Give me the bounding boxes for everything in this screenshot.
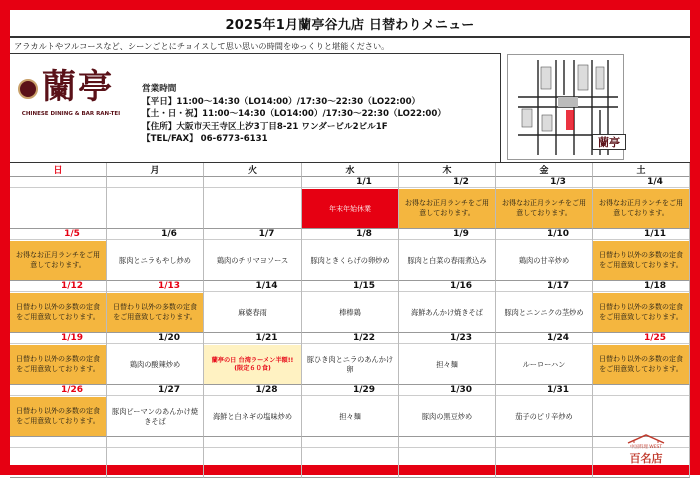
day-date: 1/17 [496,281,592,292]
day-date [204,177,301,188]
weekday-label: 月 [107,163,204,177]
day-cell [496,177,593,229]
store-info [142,83,498,146]
daily-menu-item: 豚肉とニンニクの茎炒め [504,307,584,317]
calendar-week [10,437,690,478]
day-cell [302,333,399,385]
day-cell [107,333,204,385]
day-date: 1/8 [302,229,398,240]
day-cell [302,177,399,229]
day-date [399,437,495,448]
day-date [204,437,301,448]
day-cell [593,385,690,437]
day-date: 1/28 [204,385,301,396]
day-date: 1/11 [593,229,689,240]
day-date: 1/4 [593,177,689,188]
daily-menu-item [496,449,592,477]
day-date: 1/18 [593,281,689,292]
day-date: 1/20 [107,333,203,344]
day-date: 1/12 [10,281,106,292]
day-cell [10,437,107,478]
hours-weekend: 【土・日・祝】11:00～14:30（LO14:00）/17:30～22:30（LO22:00） [142,109,446,119]
day-date [107,177,203,188]
day-date: 1/3 [496,177,592,188]
day-date: 1/15 [302,281,398,292]
day-cell [204,229,302,281]
hours-heading: 営業時間 [142,84,177,94]
day-date: 1/31 [496,385,592,396]
menu-calendar [10,162,690,475]
weekday-label: 土 [593,163,690,177]
day-cell [10,229,107,281]
intro-text: アラカルトやフルコースなど、シーンごとにチョイスして思い思いの時間をゆっくりと堪能ください。 [14,41,390,51]
daily-menu-item: お得なお正月ランチをご用意しております。 [593,189,689,228]
day-cell [107,281,204,333]
daily-menu-item: 海鮮あんかけ焼きそば [411,307,483,317]
daily-menu-item: 日替わり以外の多数の定食をご用意致しております。 [593,345,689,384]
daily-menu-item: 鶏肉の甘辛炒め [518,255,570,265]
day-date [107,437,203,448]
daily-menu-item: 日替わり以外の多数の定食をご用意致しております。 [10,293,106,332]
daily-menu-item: 担々麺 [436,359,458,369]
day-cell [107,385,204,437]
day-date: 1/26 [10,385,106,396]
day-cell [204,385,302,437]
day-date: 1/16 [399,281,495,292]
daily-menu-item: 日替わり以外の多数の定食をご用意致しております。 [10,397,106,436]
badge-name: 百名店 [629,452,663,465]
daily-menu-item [204,449,301,477]
day-cell [302,281,399,333]
calendar-week [10,229,690,281]
daily-menu-item [399,449,495,477]
logo-emblem-icon [18,79,38,99]
day-cell [593,177,690,229]
hours-weekday: 【平日】11:00～14:30（LO14:00）/17:30～22:30（LO22:00） [142,96,421,107]
day-cell [496,281,593,333]
weekday-label: 水 [302,163,399,177]
logo-name: 蘭亭 [42,67,114,107]
day-cell [107,437,204,478]
weekday-label: 金 [496,163,593,177]
day-cell [204,281,302,333]
day-cell [204,177,302,229]
day-date [302,437,398,448]
day-cell [496,229,593,281]
day-date: 1/10 [496,229,592,240]
day-cell [10,177,107,229]
day-cell [10,333,107,385]
daily-menu-item: 鶏肉のチリマヨソース [216,255,289,265]
daily-menu-item: ルーローハン [522,359,566,369]
daily-menu-item: 鶏肉の酸辣炒め [129,359,181,369]
day-cell [399,229,496,281]
day-date: 1/27 [107,385,203,396]
daily-menu-item [204,189,301,228]
restaurant-logo [16,67,122,127]
day-cell [593,229,690,281]
weekday-label: 日 [10,163,107,177]
daily-menu-item: お得なお正月ランチをご用意しております。 [399,189,495,228]
daily-menu-item [10,449,106,477]
day-date: 1/1 [302,177,398,188]
daily-menu-item: 日替わり以外の多数の定食をご用意致しております。 [593,241,689,280]
day-date [10,437,106,448]
daily-menu-item: 日替わり以外の多数の定食をご用意致しております。 [593,293,689,332]
day-cell [496,333,593,385]
weekday-label: 木 [399,163,496,177]
daily-menu-item: 麻婆春雨 [238,307,267,317]
daily-menu-item: 棒棒鶏 [339,307,361,317]
daily-menu-item [302,449,398,477]
calendar-week [10,281,690,333]
day-date [496,437,592,448]
day-cell [399,333,496,385]
daily-menu-item: 蘭亭の日 台湾ラーメン半額!! (限定６０食) [204,345,301,384]
day-date: 1/2 [399,177,495,188]
day-cell [593,333,690,385]
weekday-label: 火 [204,163,302,177]
day-date: 1/19 [10,333,106,344]
day-date: 1/23 [399,333,495,344]
day-date: 1/29 [302,385,398,396]
daily-menu-item: 日替わり以外の多数の定食をご用意致しております。 [10,345,106,384]
daily-menu-item: 豚肉と白菜の春雨煮込み [407,255,487,265]
tel: 【TEL/FAX】 06-6773-6131 [142,134,268,144]
day-date: 1/5 [10,229,106,240]
day-date: 1/25 [593,333,689,344]
day-cell [496,437,593,478]
daily-menu-item [10,189,106,228]
badge-caption: 中国料理 WEST [629,445,663,450]
daily-menu-item [107,189,203,228]
daily-menu-item: 年末年始休業 [302,189,398,228]
calendar-weeks [10,177,690,478]
daily-menu-item: 茄子のピリ辛炒め [515,411,573,421]
day-cell [107,177,204,229]
day-cell [302,385,399,437]
day-cell [204,333,302,385]
day-date: 1/24 [496,333,592,344]
roof-icon [626,434,666,444]
daily-menu-item: お得なお正月ランチをご用意しております。 [496,189,592,228]
daily-menu-item: 豚肉ときくらげの卵炒め [310,255,390,265]
day-cell [496,385,593,437]
daily-menu-item: お得なお正月ランチをご用意しております。 [10,241,106,280]
day-date [593,385,689,396]
daily-menu-item: 豚肉の黒豆炒め [421,411,473,421]
daily-menu-item: 豚肉ピーマンのあんかけ焼きそば [112,406,198,426]
day-cell [399,281,496,333]
logo-subtitle: CHINESE DINING & BAR RAN-TEI [21,111,121,117]
daily-menu-item: 豚肉とニラもやし炒め [119,255,191,265]
daily-menu-item: 日替わり以外の多数の定食をご用意致しております。 [107,293,203,332]
day-cell [107,229,204,281]
day-cell [399,385,496,437]
day-date: 1/14 [204,281,301,292]
daily-menu-item: 豚ひき肉とニラのあんかけ卵 [306,354,394,374]
hyakumeiten-badge [614,434,678,468]
day-date: 1/6 [107,229,203,240]
day-cell [399,437,496,478]
day-date: 1/30 [399,385,495,396]
day-cell [302,437,399,478]
day-date: 1/9 [399,229,495,240]
daily-menu-item [593,397,689,436]
calendar-week [10,333,690,385]
day-date: 1/13 [107,281,203,292]
day-cell [204,437,302,478]
calendar-week [10,177,690,229]
weekday-header [10,163,690,177]
day-date: 1/22 [302,333,398,344]
address: 【住所】大阪市天王寺区上汐3丁目8-21 ワンダービル2ビル1F [142,121,388,132]
day-cell [593,281,690,333]
page-title: 2025年1月蘭亭谷九店 日替わりメニュー [10,10,690,38]
day-cell [302,229,399,281]
day-cell [10,385,107,437]
daily-menu-item: 担々麺 [339,411,361,421]
info-section [10,39,690,162]
day-cell [10,281,107,333]
day-cell [399,177,496,229]
day-date: 1/21 [204,333,301,344]
day-date: 1/7 [204,229,301,240]
map-store-marker: 蘭亭 [592,134,626,150]
daily-menu-item: 海鮮と白ネギの塩味炒め [212,411,293,421]
daily-menu-item [107,449,203,477]
calendar-week [10,385,690,437]
day-date [10,177,106,188]
